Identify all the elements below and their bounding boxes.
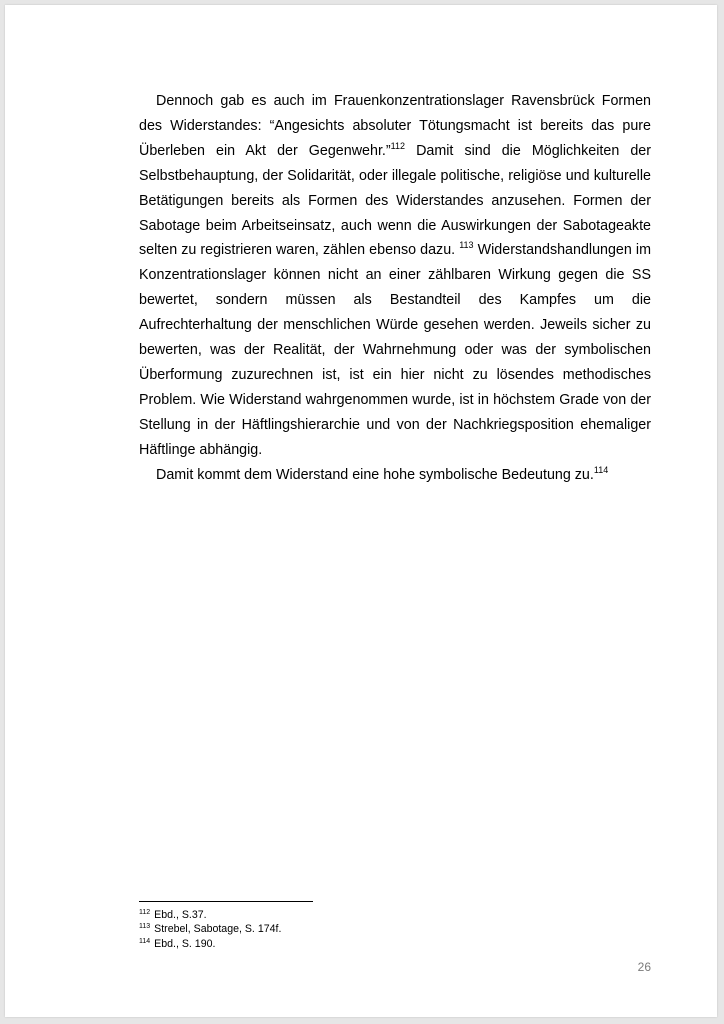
footnote-separator <box>139 901 313 902</box>
footnote-ref-113[interactable]: 113 <box>459 240 474 251</box>
footnote-114 <box>139 937 539 951</box>
footnote-number: 112 <box>139 909 151 916</box>
footnote-ref-112[interactable]: 112 <box>390 140 406 151</box>
page-number: 26 <box>637 960 651 974</box>
document-page <box>5 5 717 1017</box>
paragraph-1-text-1: Dennoch gab es auch im Frauenkonzentrationslager Ravensbrück Formen des Widerstandes: “Angesichts absoluter Tötungsmacht ist bereits das pure Überleben ein Akt der Gegenwehr.” <box>139 93 651 159</box>
footnote-number: 114 <box>139 937 151 945</box>
footnote-text: Strebel, Sabotage, S. 174f. <box>154 923 282 936</box>
paragraph-1 <box>139 89 651 463</box>
footnote-number: 113 <box>139 923 151 931</box>
paragraph-1-text-2: Damit sind die Möglichkeiten der Selbstbehauptung, der Solidarität, oder illegale politische, religiöse und kulturelle Betätigungen bereits als Formen des Widerstandes anzusehen. Formen der Sabotage beim Arbeitseinsatz, auch wenn die Auswirkungen der Sabotageakte selten zu registrieren waren, zählen ebenso dazu. <box>139 142 651 259</box>
footnote-text: Ebd., S.37. <box>154 909 207 921</box>
footnote-112 <box>139 908 539 922</box>
footnote-ref-114[interactable]: 114 <box>593 464 609 475</box>
paragraph-1-text-3: Widerstandshandlungen im Konzentrationslager können nicht an einer zählbaren Wirkung gegen die SS bewertet, sondern müssen als Bestandteil des Kampfes um die Aufrechterhaltung der menschlichen Würde gesehen werden. Jeweils sicher zu bewerten, was der Realität, der Wahrnehmung oder was der symbolischen Überformung zuzurechnen ist, ist ein hier nicht zu lösendes methodisches Problem. Wie Widerstand wahrgenommen wurde, ist in höchstem Grade von der Stellung in der Häftlingshierarchie und von der Nachkriegsposition ehemaliger Häftlinge abhängig. <box>139 242 651 458</box>
footnote-113 <box>139 922 539 936</box>
footnotes <box>139 908 539 951</box>
paragraph-2-text-1: Damit kommt dem Widerstand eine hohe symbolische Bedeutung zu. <box>156 466 594 483</box>
paragraph-2 <box>139 463 651 488</box>
footnote-text: Ebd., S. 190. <box>154 937 216 950</box>
body-text <box>139 89 651 488</box>
